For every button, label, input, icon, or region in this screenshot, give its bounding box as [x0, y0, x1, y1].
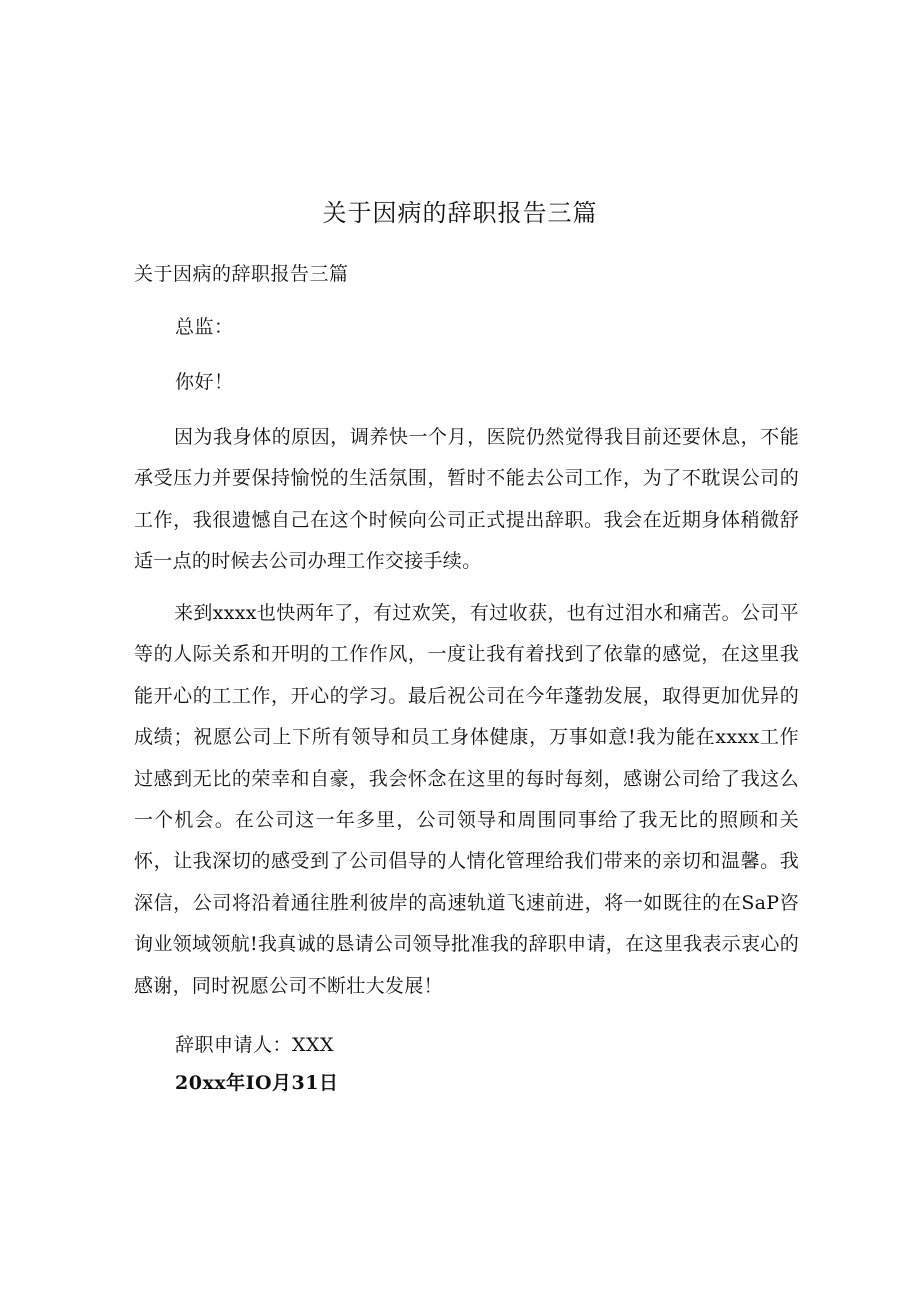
signature-line: 辞职申请人：XXX	[175, 1034, 335, 1056]
salutation: 总监：	[175, 316, 234, 338]
body-paragraph-1: 因为我身体的原因，调养快一个月，医院仍然觉得我目前还要休息，不能承受压力并要保持愉悦的生活氛围，暂时不能去公司工作，为了不耽误公司的工作，我很遗憾自己在这个时候向公司正式提出辞职。我会在近期身体稍微舒适一点的时候去公司办理工作交接手续。	[134, 426, 799, 573]
date-line: 20xx年IO月31日	[175, 1072, 339, 1094]
greeting: 你好！	[175, 371, 234, 393]
document-subtitle: 关于因病的辞职报告三篇	[134, 263, 349, 285]
document-title: 关于因病的辞职报告三篇	[322, 199, 598, 227]
body-paragraph-2: 来到xxxx也快两年了，有过欢笑，有过收获，也有过泪水和痛苦。公司平等的人际关系和开明的工作作风，一度让我有着找到了依靠的感觉，在这里我能开心的工工作，开心的学习。最后祝公司在今年蓬勃发展，取得更加优异的成绩；祝愿公司上下所有领导和员工身体健康，万事如意!我为能在xxxx工作过感到无比的荣幸和自豪，我会怀念在这里的每时每刻，感谢公司给了我这么一个机会。在公司这一年多里，公司领导和周围同事给了我无比的照顾和关怀，让我深切的感受到了公司倡导的人情化管理给我们带来的亲切和温馨。我深信，公司将沿着通往胜利彼岸的高速轨道飞速前进，将一如既往的在SaP咨询业领域领航!我真诚的恳请公司领导批准我的辞职申请，在这里我表示衷心的感谢，同时祝愿公司不断壮大发展！	[134, 602, 799, 997]
